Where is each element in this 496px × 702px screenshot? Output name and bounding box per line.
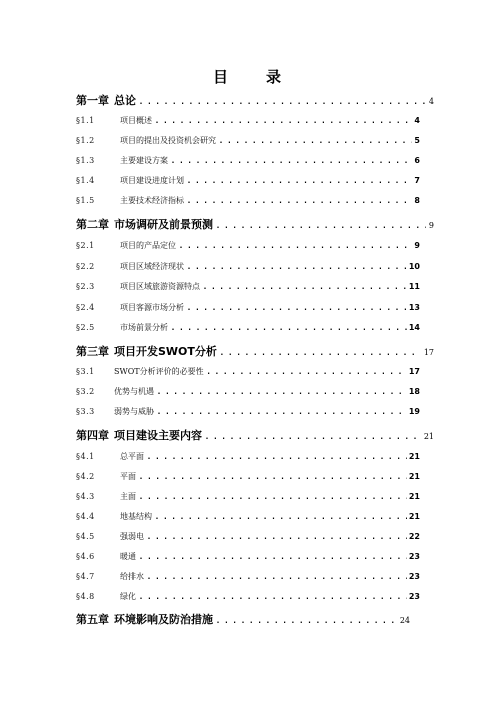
toc-chapter-5[interactable]	[76, 611, 410, 629]
section-page: 21	[408, 492, 420, 501]
section-number: §4.1	[76, 452, 95, 461]
section-page: 13	[408, 303, 420, 312]
dot-leader	[186, 262, 407, 272]
chapter-title: 环境影响及防治措施	[114, 613, 213, 626]
section-number: §1.5	[76, 196, 95, 205]
section-title: 平面	[120, 472, 136, 481]
dot-leader	[146, 452, 407, 462]
dot-leader	[178, 241, 412, 251]
dot-leader	[138, 552, 407, 562]
section-title: 强弱电	[120, 532, 144, 541]
dot-leader	[138, 472, 407, 482]
chapter-page: 9	[428, 221, 434, 230]
section-page: 4	[414, 116, 420, 125]
page-title	[0, 66, 496, 87]
section-number: §4.4	[76, 512, 95, 521]
toc-section-1-5[interactable]	[76, 195, 420, 213]
title-right: 录	[266, 68, 284, 86]
toc-section-3-1[interactable]	[76, 366, 420, 384]
dot-leader	[170, 156, 412, 166]
dot-leader	[146, 572, 407, 582]
section-number: §4.7	[76, 572, 95, 581]
section-title: SWOT分析评价的必要性	[114, 367, 204, 376]
toc-chapter-2[interactable]	[76, 216, 434, 234]
section-number: §4.2	[76, 472, 95, 481]
section-page: 7	[414, 176, 420, 185]
toc-section-4-2[interactable]	[76, 471, 420, 489]
section-page: 6	[414, 156, 420, 165]
chapter-page: 17	[423, 348, 434, 357]
dot-leader	[186, 303, 407, 313]
chapter-number: 第四章	[76, 429, 109, 442]
section-number: §4.8	[76, 592, 95, 601]
section-title: 项目区域经济现状	[120, 262, 184, 271]
chapter-title: 总论	[114, 94, 136, 107]
section-number: §2.2	[76, 262, 95, 271]
toc-section-2-2[interactable]	[76, 261, 420, 279]
toc-section-1-2[interactable]	[76, 135, 420, 153]
dot-leader	[219, 348, 421, 358]
section-page: 22	[408, 532, 420, 541]
toc-section-1-4[interactable]	[76, 175, 420, 193]
section-title: 项目的提出及投资机会研究	[120, 136, 216, 145]
section-title: 项目的产品定位	[120, 241, 176, 250]
toc-section-1-1[interactable]	[76, 115, 420, 133]
section-page: 21	[408, 452, 420, 461]
section-title: 暖通	[120, 552, 136, 561]
section-number: §4.5	[76, 532, 95, 541]
chapter-title: 项目建设主要内容	[114, 429, 202, 442]
dot-leader	[186, 176, 412, 186]
dot-leader	[138, 492, 407, 502]
dot-leader	[206, 367, 407, 377]
section-number: §4.3	[76, 492, 95, 501]
toc-section-4-4[interactable]	[76, 511, 420, 529]
section-page: 18	[408, 387, 420, 396]
dot-leader	[186, 196, 412, 206]
section-number: §2.5	[76, 323, 95, 332]
dot-leader	[215, 221, 426, 231]
toc-section-4-3[interactable]	[76, 491, 420, 509]
toc-section-4-5[interactable]	[76, 531, 420, 549]
dot-leader	[170, 323, 407, 333]
section-title: 项目区域旅游资源特点	[120, 282, 200, 291]
dot-leader	[215, 616, 397, 626]
dot-leader	[204, 432, 421, 442]
section-page: 14	[408, 323, 420, 332]
section-title: 主要技术经济指标	[120, 196, 184, 205]
section-page: 19	[408, 407, 420, 416]
toc-section-3-3[interactable]	[76, 406, 420, 424]
section-number: §3.3	[76, 407, 95, 416]
toc-chapter-4[interactable]	[76, 427, 434, 445]
section-title: 弱势与威胁	[114, 407, 154, 416]
section-title: 市场前景分析	[120, 323, 168, 332]
section-number: §2.4	[76, 303, 95, 312]
section-title: 优势与机遇	[114, 387, 154, 396]
section-title: 项目建设进度计划	[120, 176, 184, 185]
chapter-page: 4	[428, 97, 434, 106]
dot-leader	[154, 512, 407, 522]
chapter-number: 第二章	[76, 218, 109, 231]
toc-section-3-2[interactable]	[76, 386, 420, 404]
dot-leader	[156, 387, 407, 397]
section-title: 主面	[120, 492, 136, 501]
dot-leader	[202, 282, 407, 292]
section-title: 给排水	[120, 572, 144, 581]
toc-section-2-1[interactable]	[76, 240, 420, 258]
section-title: 主要建设方案	[120, 156, 168, 165]
section-title: 总平面	[120, 452, 144, 461]
section-title: 地基结构	[120, 512, 152, 521]
toc-section-2-5[interactable]	[76, 322, 420, 340]
toc-section-4-8[interactable]	[76, 591, 420, 609]
section-page: 21	[408, 512, 420, 521]
toc-section-4-7[interactable]	[76, 571, 420, 589]
section-page: 17	[408, 367, 420, 376]
dot-leader	[138, 592, 407, 602]
dot-leader	[154, 116, 412, 126]
toc-chapter-3[interactable]	[76, 343, 434, 361]
toc-chapter-1[interactable]	[76, 92, 434, 110]
toc-section-2-3[interactable]	[76, 281, 420, 299]
section-title: 项目客源市场分析	[120, 303, 184, 312]
section-page: 8	[414, 196, 420, 205]
toc-section-2-4[interactable]	[76, 302, 420, 320]
section-page: 23	[408, 572, 420, 581]
section-number: §2.3	[76, 282, 95, 291]
section-number: §1.3	[76, 156, 95, 165]
section-title: 绿化	[120, 592, 136, 601]
section-page: 23	[408, 552, 420, 561]
chapter-page: 21	[423, 432, 434, 441]
section-title: 项目概述	[120, 116, 152, 125]
section-number: §2.1	[76, 241, 95, 250]
dot-leader	[156, 407, 407, 417]
section-number: §1.2	[76, 136, 95, 145]
dot-leader	[146, 532, 407, 542]
dot-leader	[218, 136, 412, 146]
section-number: §3.1	[76, 367, 95, 376]
section-page: 21	[408, 472, 420, 481]
toc-section-4-1[interactable]	[76, 451, 420, 469]
section-page: 23	[408, 592, 420, 601]
toc-section-1-3[interactable]	[76, 155, 420, 173]
section-number: §3.2	[76, 387, 95, 396]
toc-section-4-6[interactable]	[76, 551, 420, 569]
section-page: 10	[408, 262, 420, 271]
chapter-title: 市场调研及前景预测	[114, 218, 213, 231]
section-page: 5	[414, 136, 420, 145]
chapter-number: 第一章	[76, 94, 109, 107]
title-left: 目	[212, 68, 230, 86]
chapter-number: 第五章	[76, 613, 109, 626]
section-page: 9	[414, 241, 420, 250]
dot-leader	[138, 97, 426, 107]
chapter-title: 项目开发SWOT分析	[114, 345, 217, 358]
chapter-number: 第三章	[76, 345, 109, 358]
section-number: §1.4	[76, 176, 95, 185]
chapter-page: 24	[399, 616, 410, 625]
section-page: 11	[408, 282, 420, 291]
section-number: §4.6	[76, 552, 95, 561]
section-number: §1.1	[76, 116, 95, 125]
